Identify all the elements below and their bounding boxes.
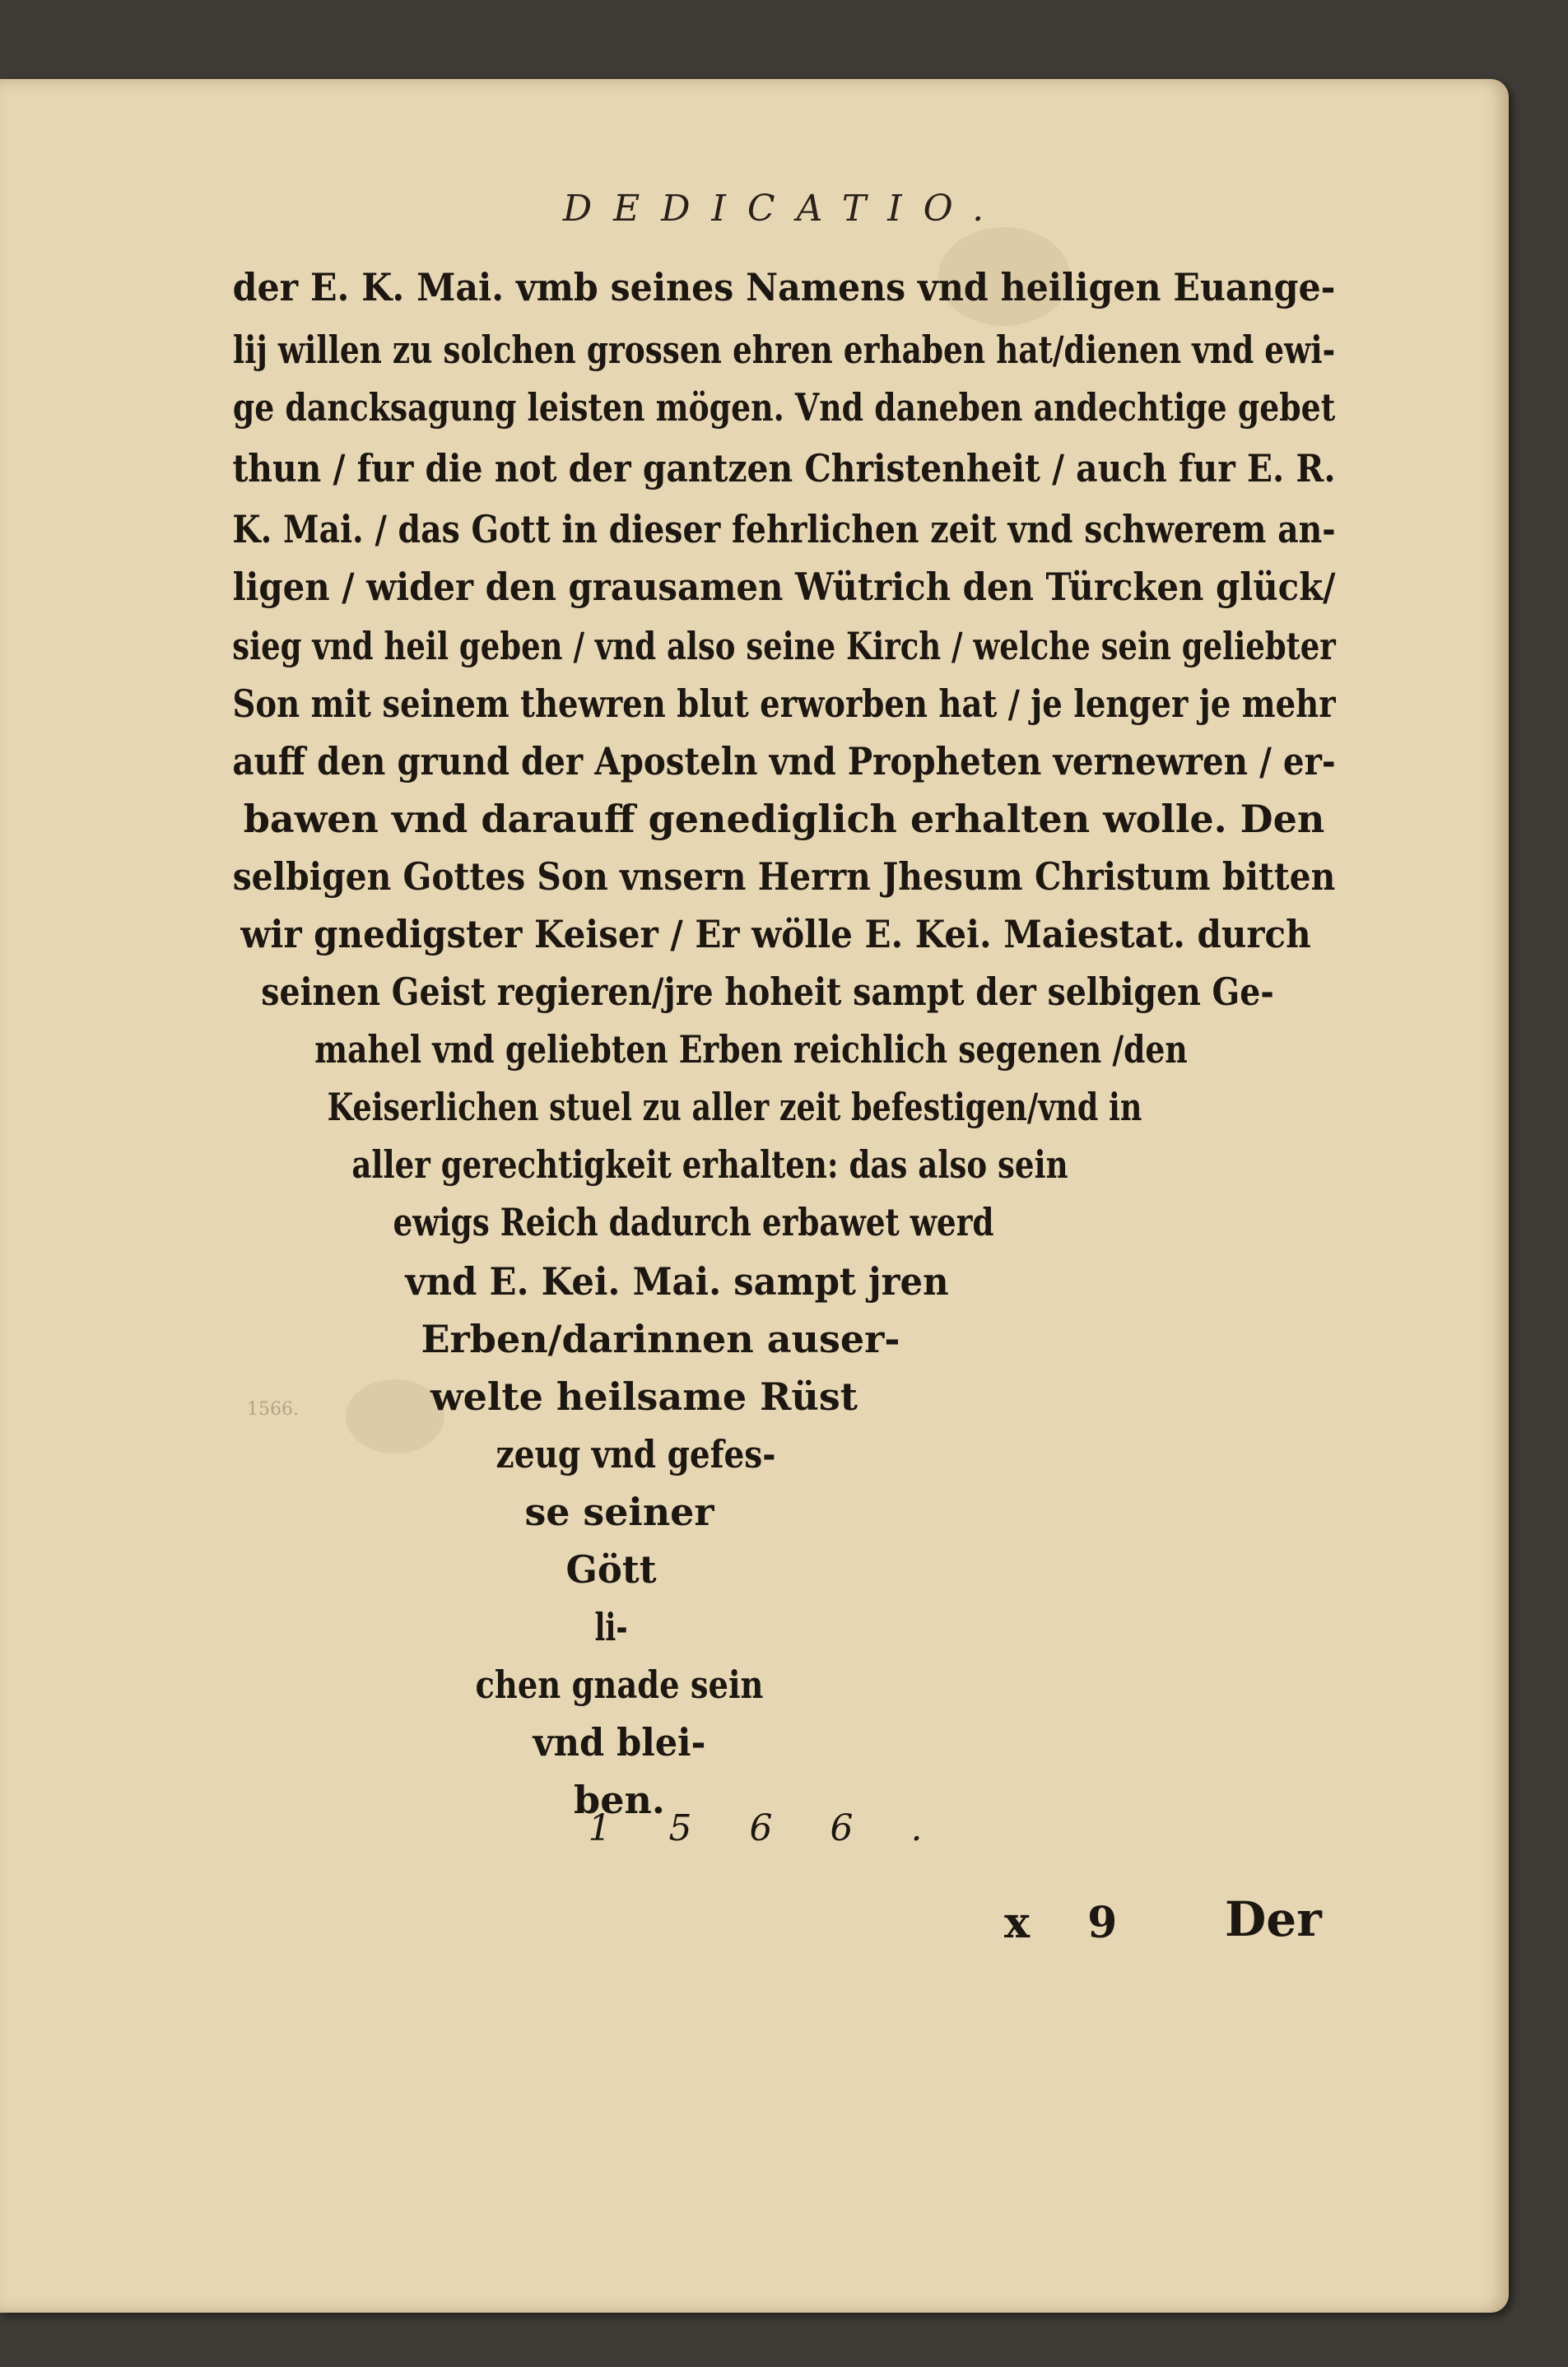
marginal-note: 1566. xyxy=(247,1399,299,1420)
text-line: vnd E. Kei. Mai. sampt jren xyxy=(405,1259,949,1304)
text-line: der E. K. Mai. vmb seines Namens vnd heiligen Euange- xyxy=(232,265,1336,309)
text-line: thun / fur die not der gantzen Christenheit / auch fur E. R. xyxy=(232,446,1336,491)
text-line: Erben/darinnen auser- xyxy=(421,1317,900,1361)
text-line: chen gnade sein xyxy=(475,1662,764,1707)
text-line: bawen vnd darauff genediglich erhalten wolle. Den xyxy=(243,797,1325,841)
text-line: wir gnedigster Keiser / Er wölle E. Kei. Maiestat. durch xyxy=(240,912,1311,956)
text-line: ewigs Reich dadurch erbawet werd xyxy=(393,1200,994,1244)
catchword: Der xyxy=(1225,1891,1322,1947)
page-header: DEDICATIO. xyxy=(562,188,1006,230)
text-line: aller gerechtigkeit erhalten: das also sein xyxy=(351,1142,1068,1187)
text-line: K. Mai. / das Gott in dieser fehrlichen zeit vnd schwerem an- xyxy=(232,507,1336,551)
text-line: seinen Geist regieren/jre hoheit sampt der selbigen Ge- xyxy=(261,970,1274,1014)
text-line: selbigen Gottes Son vnsern Herrn Jhesum Christum bitten xyxy=(232,854,1336,899)
text-line: li- xyxy=(594,1605,628,1649)
text-line: Keiserlichen stuel zu aller zeit befestigen/vnd in xyxy=(327,1085,1142,1129)
text-line: sieg vnd heil geben / vnd also seine Kirch / welche sein geliebter xyxy=(232,624,1336,668)
text-line: mahel vnd geliebten Erben reichlich segenen /den xyxy=(314,1027,1188,1072)
text-line: Son mit seinem thewren blut erworben hat / je lenger je mehr xyxy=(232,681,1336,726)
signature-mark: x 9 xyxy=(1004,1898,1139,1948)
year-line: 1566. xyxy=(588,1807,980,1849)
text-line: Gött xyxy=(565,1547,657,1592)
text-line: auff den grund der Aposteln vnd Propheten vernewren / er- xyxy=(232,739,1336,784)
text-line: vnd blei- xyxy=(533,1720,706,1765)
text-line: zeug vnd gefes- xyxy=(496,1432,776,1476)
text-line: ligen / wider den grausamen Wütrich den Türcken glück/ xyxy=(232,565,1336,609)
text-line: welte heilsame Rüst xyxy=(430,1374,858,1419)
text-line: ge dancksagung leisten mögen. Vnd daneben andechtige gebet xyxy=(232,385,1336,430)
text-line: se seiner xyxy=(524,1490,714,1534)
text-line: lij willen zu solchen grossen ehren erhaben hat/dienen vnd ewi- xyxy=(232,328,1336,372)
text-line: ben. xyxy=(574,1778,665,1822)
